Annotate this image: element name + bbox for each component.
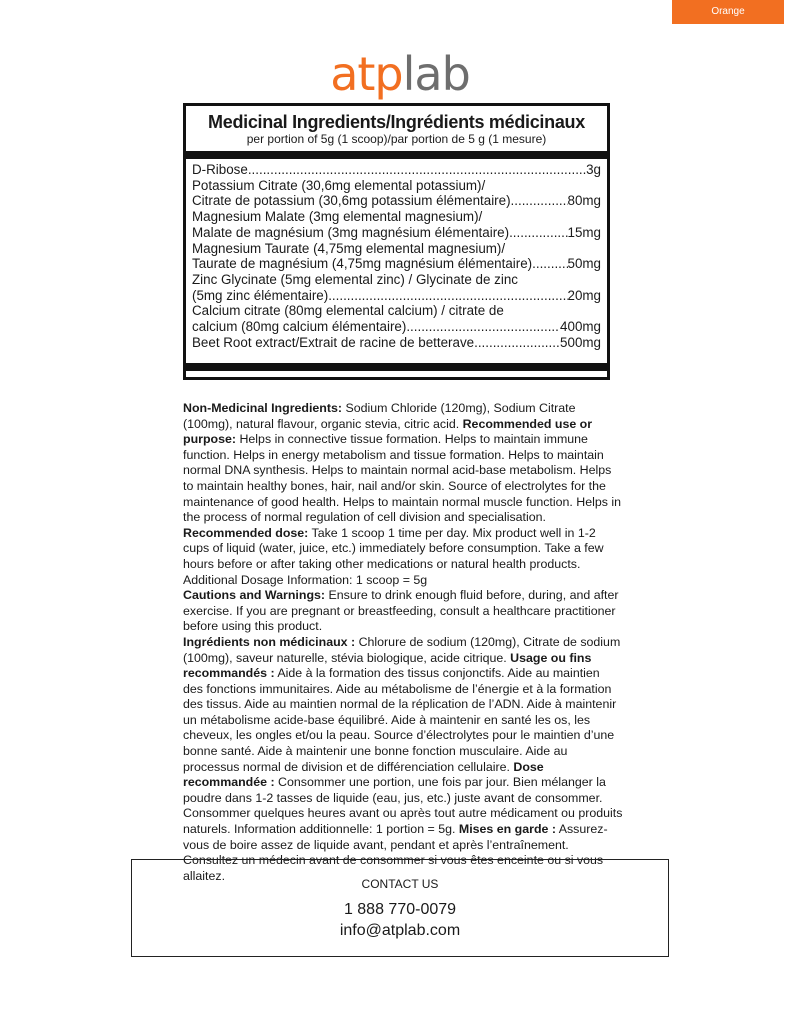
dose-text: Take 1 scoop 1 time per day. Mix product well in 1-2 cups of liquid (water, juice, etc.) immediately before consumption. Take a few hours before or after taking other medications or natural health products. Additional Dosage Information: 1 scoop = 5g: [183, 525, 604, 587]
ingredient-row: [192, 193, 601, 209]
contact-title: CONTACT US: [361, 877, 439, 891]
ingredient-line: Magnesium Malate (3mg elemental magnesium)/: [192, 209, 483, 225]
ingredient-amount: 20mg: [567, 287, 601, 303]
dose-fr-text: Consommer une portion, une fois par jour. Bien mélanger la poudre dans 1-2 tasses de liquide (eau, jus, etc.) juste avant de consommer. Consommer quelques heures avant ou après tout autre médicament ou produits naturels. Information additionnelle: 1 portion = 5g.: [183, 775, 623, 837]
dot-leader: [474, 335, 560, 351]
nmi-text: Sodium Chloride (120mg), Sodium Citrate (100mg), natural flavour, organic stevia, citric acid.: [183, 401, 576, 431]
nmi-label: Non-Medicinal Ingredients:: [183, 401, 343, 415]
logo-part-atp: atp: [330, 47, 403, 101]
dot-leader: [511, 193, 568, 209]
ingredient-name: calcium (80mg calcium élémentaire): [192, 319, 407, 335]
dot-leader: [248, 162, 586, 178]
ingredient-amount: 15mg: [567, 224, 601, 240]
panel-bottom-bar: [186, 363, 607, 371]
ingredient-name: (5mg zinc élémentaire): [192, 287, 329, 303]
ingredient-name: Citrate de potassium (30,6mg potassium élémentaire): [192, 193, 511, 209]
ingredient-row: [192, 288, 601, 304]
ingredient-name: Taurate de magnésium (4,75mg magnésium élémentaire): [192, 256, 533, 272]
ingredient-row: [192, 319, 601, 335]
ingredient-amount: 500mg: [560, 334, 601, 350]
panel-title: Medicinal Ingredients/Ingrédients médicinaux: [208, 112, 585, 132]
ingredient-row: [192, 335, 601, 351]
ingredient-row: [192, 225, 601, 241]
panel-top-bar: [186, 151, 607, 159]
ingredient-amount: 400mg: [560, 319, 601, 335]
ingredient-row: [192, 162, 601, 178]
contact-phone: 1 888 770-0079: [343, 901, 457, 918]
contact-box: [131, 859, 669, 957]
use-text: Helps in connective tissue formation. Helps to maintain immune function. Helps in energy metabolism and tissue formation. Helps to maintain normal DNA synthesis. Helps to maintain normal acid-base metabolism. Helps to maintain healthy bones, hair, nail and/or skin. Source of electrolytes for the maintenance of good health. Helps to maintain normal muscle function. Helps in the process of normal regulation of cell division and specialisation.: [183, 432, 622, 525]
use-label: Recommended use or purpose:: [183, 416, 593, 447]
medicinal-ingredients-panel: [183, 103, 610, 380]
dot-leader: [532, 256, 567, 272]
ingredient-row: [192, 256, 601, 272]
dose-fr-label: Dose recommandée :: [183, 759, 544, 790]
panel-subtitle: per portion of 5g (1 scoop)/par portion de 5 g (1 mesure): [246, 132, 547, 146]
dot-leader: [406, 319, 560, 335]
ingredient-name: D-Ribose: [192, 162, 248, 177]
brand-logo: [0, 46, 800, 102]
contact-email: info@atplab.com: [339, 922, 461, 939]
ingredient-amount: 50mg: [567, 256, 601, 272]
dot-leader: [328, 288, 567, 304]
ingredient-line: Zinc Glycinate (5mg elemental zinc) / Glycinate de zinc: [192, 271, 518, 287]
logo-part-lab: lab: [402, 47, 470, 101]
product-information-text: [183, 401, 623, 884]
ingredient-line: Magnesium Taurate (4,75mg elemental magnesium)/: [192, 240, 506, 256]
caution-fr-text: Assurez-vous de boire assez de liquide avant, pendant et après l’entraînement. Consultez un médecin avant de consommer si vous êtes enceinte ou si vous allaitez.: [183, 822, 608, 883]
ingredient-name: Malate de magnésium (3mg magnésium élémentaire): [192, 224, 510, 240]
caution-fr-label: Mises en garde :: [458, 822, 556, 837]
ingredient-amount: 3g: [586, 162, 601, 177]
dose-label: Recommended dose:: [183, 525, 309, 540]
use-fr-label: Usage ou fins recommandés :: [183, 650, 592, 681]
ingredient-name: Beet Root extract/Extrait de racine de betterave: [192, 334, 475, 350]
dot-leader: [509, 225, 567, 241]
nmi-fr-text: Chlorure de sodium (120mg), Citrate de sodium (100mg), saveur naturelle, stévia biologique, acide citrique.: [183, 634, 621, 665]
ingredient-line: Calcium citrate (80mg elemental calcium) / citrate de: [192, 303, 504, 319]
use-fr-text: Aide à la formation des tissus conjonctifs. Aide au maintien des fonctions immunitaires. Aide au métabolisme de l’énergie et à la formation des tissus. Aide au maintien normal de la réplication de l’ADN. Aide à maintenir un métabolisme acide-base équilibré. Aide à maintenir en santé les os, les cheveux, les ongles et/ou la peau. Source d’électrolytes pour le maintien d’une bonne santé. Aide à maintenir une bonne fonction musculaire. Aide au processus normal de division et de différenciation cellulaire.: [183, 666, 617, 774]
ingredient-amount: 80mg: [567, 193, 601, 209]
color-badge: Orange: [672, 0, 784, 24]
caution-text: Ensure to drink enough fluid before, during, and after exercise. If you are pregnant or breastfeeding, consult a healthcare practitioner before using this product.: [183, 588, 619, 634]
nmi-fr-label: Ingrédients non médicinaux :: [183, 634, 356, 649]
ingredient-list: [192, 162, 601, 350]
caution-label: Cautions and Warnings:: [183, 588, 326, 603]
ingredient-line: Potassium Citrate (30,6mg elemental potassium)/: [192, 177, 486, 193]
